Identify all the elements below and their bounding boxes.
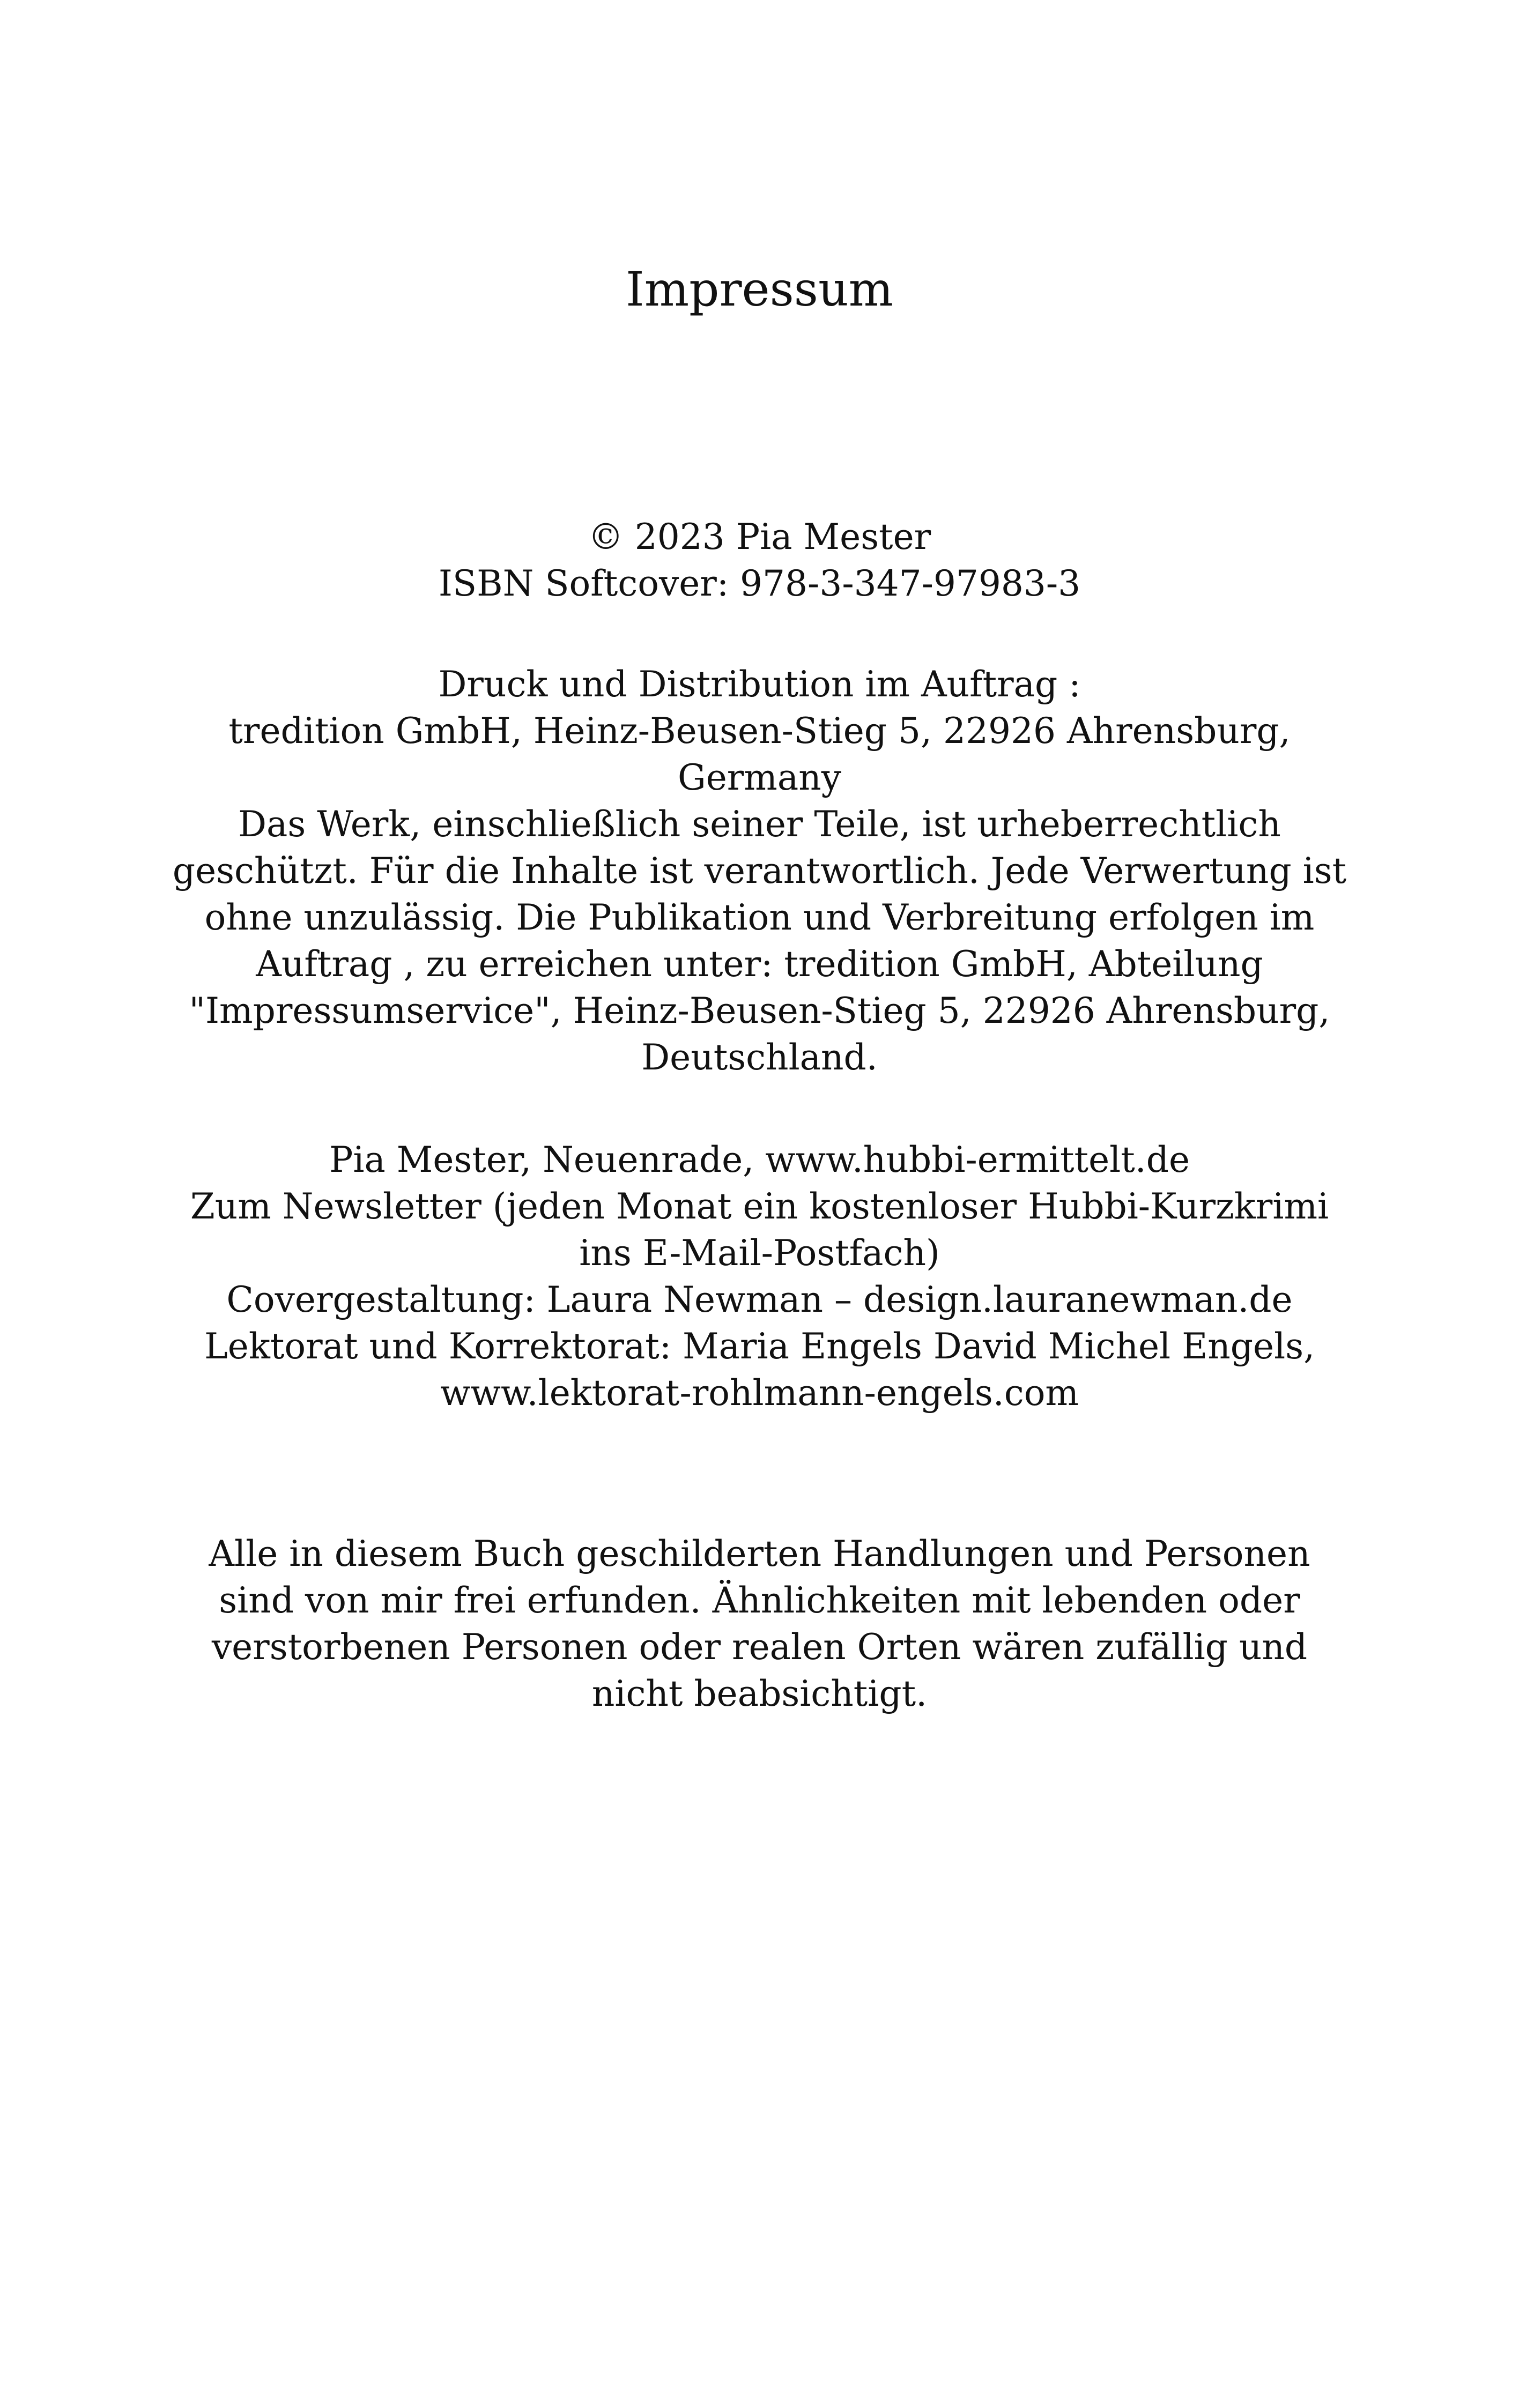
distribution-line: "Impressumservice", Heinz-Beusen-Stieg 5, 22926 Ahrensburg,	[189, 990, 1330, 1031]
disclaimer-line: Alle in diesem Buch geschilderten Handlungen und Personen	[209, 1533, 1310, 1574]
cover-design-line: Covergestaltung: Laura Newman – design.lauranewman.de	[226, 1279, 1293, 1320]
distribution-line: tredition GmbH, Heinz-Beusen-Stieg 5, 22926 Ahrensburg,	[228, 710, 1291, 752]
editing-url-line: www.lektorat-rohlmann-engels.com	[440, 1372, 1079, 1414]
distribution-line: Druck und Distribution im Auftrag :	[438, 664, 1081, 705]
distribution-line: Das Werk, einschließlich seiner Teile, ist urheberrechtlich	[238, 804, 1281, 845]
disclaimer-line: sind von mir frei erfunden. Ähnlichkeiten mit lebenden oder	[219, 1580, 1300, 1621]
page-title: Impressum	[625, 262, 894, 317]
distribution-line: ohne unzulässig. Die Publikation und Verbreitung erfolgen im	[204, 897, 1315, 938]
editing-line: Lektorat und Korrektorat: Maria Engels David Michel Engels,	[204, 1326, 1315, 1367]
copyright-block	[150, 514, 1369, 607]
author-line: Pia Mester, Neuenrade, www.hubbi-ermittelt.de	[329, 1139, 1190, 1180]
distribution-block	[150, 661, 1369, 1081]
author-credits-block	[150, 1136, 1369, 1416]
distribution-line: Auftrag , zu erreichen unter: tredition GmbH, Abteilung	[256, 943, 1263, 985]
disclaimer-block	[150, 1530, 1369, 1717]
newsletter-line: ins E-Mail-Postfach)	[579, 1232, 940, 1274]
disclaimer-line: verstorbenen Personen oder realen Orten wären zufällig und	[211, 1626, 1308, 1668]
isbn-line: ISBN Softcover: 978-3-347-97983-3	[438, 563, 1081, 604]
newsletter-line: Zum Newsletter (jeden Monat ein kostenloser Hubbi-Kurzkrimi	[190, 1186, 1329, 1227]
distribution-line: Deutschland.	[641, 1037, 878, 1078]
disclaimer-line: nicht beabsichtigt.	[591, 1673, 928, 1714]
copyright-line: © 2023 Pia Mester	[588, 516, 931, 558]
distribution-line: Germany	[677, 757, 842, 798]
distribution-line: geschützt. Für die Inhalte ist verantwortlich. Jede Verwertung ist	[172, 850, 1347, 891]
